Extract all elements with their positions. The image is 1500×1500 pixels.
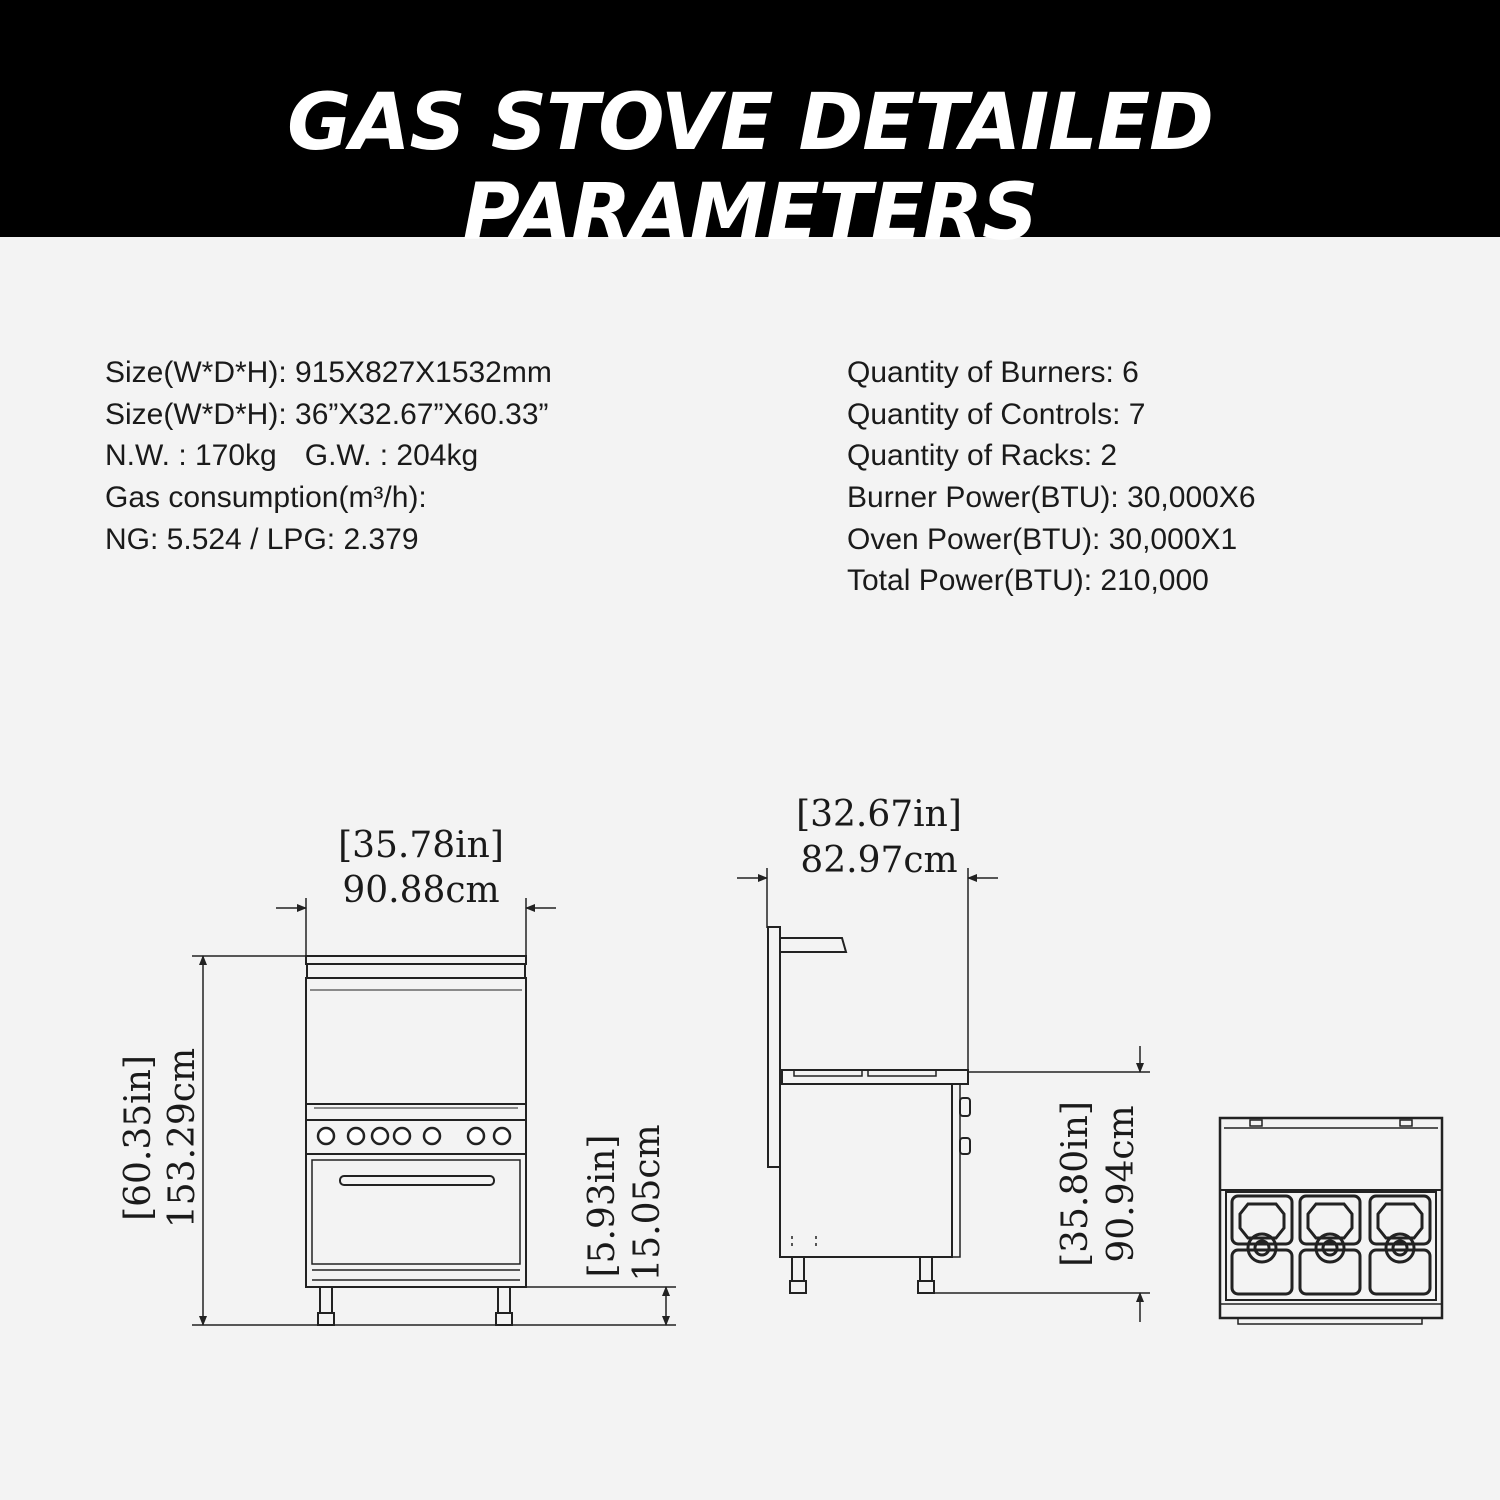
knob-6 [468, 1128, 484, 1144]
page-title: GAS STOVE DETAILED PARAMETERS [287, 78, 1213, 258]
leg-height-inch-label: [5.93in] [582, 1134, 623, 1278]
knob-3 [372, 1128, 388, 1144]
spec-gas-consumption-values: NG: 5.524 / LPG: 2.379 [105, 522, 419, 556]
knob-7 [494, 1128, 510, 1144]
burner-grates [1232, 1196, 1430, 1294]
side-height-cm-label: 90.94cm [1101, 1105, 1142, 1263]
knob-1 [318, 1128, 334, 1144]
spec-burners: Quantity of Burners: 6 [847, 356, 1139, 389]
front-width-cm-label: 90.88cm [342, 870, 500, 911]
spec-total-power: Total Power(BTU): 210,000 [847, 564, 1209, 598]
front-width-inch-label: [35.78in] [338, 825, 504, 866]
spec-size-mm: Size(W*D*H): 915X827X1532mm [105, 356, 552, 389]
burner-top-3 [1370, 1196, 1430, 1294]
control-knobs [318, 1128, 510, 1144]
burner-top-2 [1300, 1196, 1360, 1294]
spec-oven-power: Oven Power(BTU): 30,000X1 [847, 522, 1238, 556]
spec-controls: Quantity of Controls: 7 [847, 397, 1146, 431]
spec-gross-weight: G.W. : 204kg [304, 439, 479, 473]
side-depth-cm-label: 82.97cm [800, 840, 958, 881]
burner-top-1 [1232, 1196, 1292, 1294]
front-height-cm-label: 153.29cm [162, 1047, 203, 1229]
side-height-inch-label: [35.80in] [1055, 1101, 1096, 1267]
leg-height-cm-label: 15.05cm [627, 1124, 668, 1282]
spec-size-inch: Size(W*D*H): 36”X32.67”X60.33” [105, 397, 549, 431]
side-depth-inch-label: [32.67in] [796, 794, 962, 835]
spec-gas-consumption-label: Gas consumption(m³/h): [105, 481, 427, 515]
front-height-inch-label: [60.35in] [118, 1055, 159, 1221]
spec-racks: Quantity of Racks: 2 [847, 439, 1118, 473]
knob-5 [424, 1128, 440, 1144]
spec-net-weight: N.W. : 170kg [105, 439, 277, 473]
spec-burner-power: Burner Power(BTU): 30,000X6 [847, 481, 1256, 515]
knob-4 [394, 1128, 410, 1144]
knob-2 [348, 1128, 364, 1144]
